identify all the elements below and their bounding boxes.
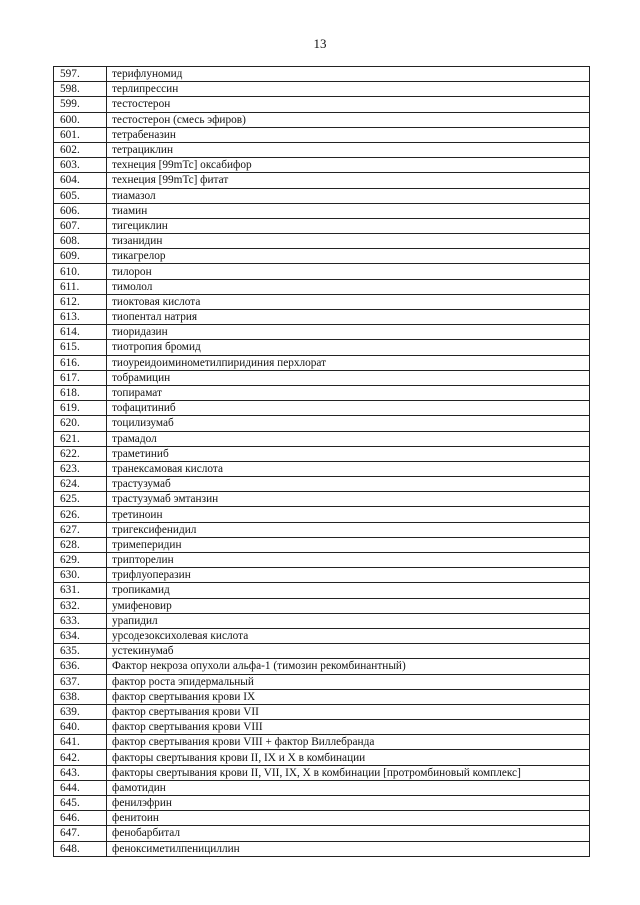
drug-name: факторы свертывания крови II, VII, IX, X в комбинации [протромбиновый комплекс] bbox=[107, 765, 590, 780]
drug-name: фактор свертывания крови IX bbox=[107, 689, 590, 704]
table-row bbox=[54, 537, 590, 552]
drug-name: фактор свертывания крови VIII bbox=[107, 720, 590, 735]
table-row bbox=[54, 249, 590, 264]
drug-name: тизанидин bbox=[107, 234, 590, 249]
drug-name: Фактор некроза опухоли альфа-1 (тимозин рекомбинантный) bbox=[107, 659, 590, 674]
drug-name: тетрабеназин bbox=[107, 127, 590, 142]
table-row bbox=[54, 613, 590, 628]
table-row bbox=[54, 401, 590, 416]
row-number: 635. bbox=[54, 644, 107, 659]
row-number: 607. bbox=[54, 218, 107, 233]
row-number: 633. bbox=[54, 613, 107, 628]
drug-name: терлипрессин bbox=[107, 82, 590, 97]
row-number: 604. bbox=[54, 173, 107, 188]
table-row bbox=[54, 431, 590, 446]
row-number: 611. bbox=[54, 279, 107, 294]
table-row bbox=[54, 735, 590, 750]
row-number: 622. bbox=[54, 446, 107, 461]
table-row bbox=[54, 203, 590, 218]
table-row bbox=[54, 796, 590, 811]
table-row bbox=[54, 325, 590, 340]
table-row bbox=[54, 507, 590, 522]
drug-name: тимолол bbox=[107, 279, 590, 294]
drug-name: устекинумаб bbox=[107, 644, 590, 659]
row-number: 616. bbox=[54, 355, 107, 370]
table-row bbox=[54, 310, 590, 325]
row-number: 630. bbox=[54, 568, 107, 583]
row-number: 641. bbox=[54, 735, 107, 750]
drug-name: факторы свертывания крови II, IX и X в комбинации bbox=[107, 750, 590, 765]
drug-name: топирамат bbox=[107, 385, 590, 400]
drug-name: фактор свертывания крови VIII + фактор Виллебранда bbox=[107, 735, 590, 750]
row-number: 632. bbox=[54, 598, 107, 613]
drug-name: фенитоин bbox=[107, 811, 590, 826]
row-number: 644. bbox=[54, 780, 107, 795]
drug-name: трастузумаб эмтанзин bbox=[107, 492, 590, 507]
drug-name: тропикамид bbox=[107, 583, 590, 598]
table-row bbox=[54, 142, 590, 157]
table-row bbox=[54, 158, 590, 173]
table-row bbox=[54, 294, 590, 309]
drug-name: тоцилизумаб bbox=[107, 416, 590, 431]
table-row bbox=[54, 568, 590, 583]
row-number: 617. bbox=[54, 370, 107, 385]
drug-name: тригексифенидил bbox=[107, 522, 590, 537]
row-number: 602. bbox=[54, 142, 107, 157]
table-row bbox=[54, 461, 590, 476]
table-row bbox=[54, 704, 590, 719]
row-number: 646. bbox=[54, 811, 107, 826]
row-number: 612. bbox=[54, 294, 107, 309]
drug-name: тиопентал натрия bbox=[107, 310, 590, 325]
table-row bbox=[54, 841, 590, 856]
table-row bbox=[54, 689, 590, 704]
drug-name: фактор свертывания крови VII bbox=[107, 704, 590, 719]
drug-name: тикагрелор bbox=[107, 249, 590, 264]
table-row bbox=[54, 720, 590, 735]
row-number: 606. bbox=[54, 203, 107, 218]
table-row bbox=[54, 416, 590, 431]
row-number: 624. bbox=[54, 477, 107, 492]
drug-name: тобрамицин bbox=[107, 370, 590, 385]
row-number: 643. bbox=[54, 765, 107, 780]
row-number: 620. bbox=[54, 416, 107, 431]
row-number: 605. bbox=[54, 188, 107, 203]
drug-name: тетрациклин bbox=[107, 142, 590, 157]
row-number: 634. bbox=[54, 628, 107, 643]
row-number: 598. bbox=[54, 82, 107, 97]
table-row bbox=[54, 826, 590, 841]
drug-name: тестостерон bbox=[107, 97, 590, 112]
table-row bbox=[54, 355, 590, 370]
drug-name: трамадол bbox=[107, 431, 590, 446]
drug-name: транексамовая кислота bbox=[107, 461, 590, 476]
table-row bbox=[54, 628, 590, 643]
table-row bbox=[54, 583, 590, 598]
drug-name: тиамин bbox=[107, 203, 590, 218]
table-row bbox=[54, 750, 590, 765]
drug-name: тигециклин bbox=[107, 218, 590, 233]
row-number: 614. bbox=[54, 325, 107, 340]
row-number: 647. bbox=[54, 826, 107, 841]
drug-name: терифлуномид bbox=[107, 67, 590, 82]
table-row bbox=[54, 674, 590, 689]
drug-name: фактор роста эпидермальный bbox=[107, 674, 590, 689]
table-row bbox=[54, 218, 590, 233]
drug-name: технеция [99mTc] фитат bbox=[107, 173, 590, 188]
table-row bbox=[54, 598, 590, 613]
table-row bbox=[54, 780, 590, 795]
row-number: 615. bbox=[54, 340, 107, 355]
drug-name: фамотидин bbox=[107, 780, 590, 795]
drug-table-body bbox=[54, 67, 590, 857]
row-number: 638. bbox=[54, 689, 107, 704]
drug-name: тиоктовая кислота bbox=[107, 294, 590, 309]
row-number: 628. bbox=[54, 537, 107, 552]
table-row bbox=[54, 446, 590, 461]
row-number: 642. bbox=[54, 750, 107, 765]
table-row bbox=[54, 659, 590, 674]
row-number: 645. bbox=[54, 796, 107, 811]
row-number: 608. bbox=[54, 234, 107, 249]
drug-name: фенилэфрин bbox=[107, 796, 590, 811]
drug-name: траметиниб bbox=[107, 446, 590, 461]
row-number: 610. bbox=[54, 264, 107, 279]
drug-name: трипторелин bbox=[107, 553, 590, 568]
row-number: 618. bbox=[54, 385, 107, 400]
drug-name: тиамазол bbox=[107, 188, 590, 203]
drug-name: третиноин bbox=[107, 507, 590, 522]
table-row bbox=[54, 234, 590, 249]
drug-name: урсодезоксихолевая кислота bbox=[107, 628, 590, 643]
table-row bbox=[54, 553, 590, 568]
drug-name: тиоридазин bbox=[107, 325, 590, 340]
drug-name: умифеновир bbox=[107, 598, 590, 613]
table-row bbox=[54, 264, 590, 279]
row-number: 648. bbox=[54, 841, 107, 856]
table-row bbox=[54, 370, 590, 385]
row-number: 623. bbox=[54, 461, 107, 476]
drug-name: тиотропия бромид bbox=[107, 340, 590, 355]
row-number: 621. bbox=[54, 431, 107, 446]
row-number: 629. bbox=[54, 553, 107, 568]
row-number: 599. bbox=[54, 97, 107, 112]
row-number: 640. bbox=[54, 720, 107, 735]
table-row bbox=[54, 127, 590, 142]
drug-name: фенобарбитал bbox=[107, 826, 590, 841]
page-number: 13 bbox=[313, 36, 327, 51]
table-row bbox=[54, 385, 590, 400]
table-row bbox=[54, 82, 590, 97]
row-number: 637. bbox=[54, 674, 107, 689]
table-row bbox=[54, 522, 590, 537]
table-row bbox=[54, 188, 590, 203]
row-number: 631. bbox=[54, 583, 107, 598]
drug-name: феноксиметилпенициллин bbox=[107, 841, 590, 856]
table-row bbox=[54, 811, 590, 826]
table-row bbox=[54, 67, 590, 82]
drug-table bbox=[53, 66, 590, 857]
table-row bbox=[54, 173, 590, 188]
row-number: 639. bbox=[54, 704, 107, 719]
drug-name: трифлуоперазин bbox=[107, 568, 590, 583]
drug-name: урапидил bbox=[107, 613, 590, 628]
drug-name: тестостерон (смесь эфиров) bbox=[107, 112, 590, 127]
table-row bbox=[54, 492, 590, 507]
row-number: 619. bbox=[54, 401, 107, 416]
row-number: 627. bbox=[54, 522, 107, 537]
row-number: 613. bbox=[54, 310, 107, 325]
table-row bbox=[54, 97, 590, 112]
row-number: 609. bbox=[54, 249, 107, 264]
row-number: 636. bbox=[54, 659, 107, 674]
row-number: 603. bbox=[54, 158, 107, 173]
table-row bbox=[54, 340, 590, 355]
drug-name: трастузумаб bbox=[107, 477, 590, 492]
table-row bbox=[54, 279, 590, 294]
drug-name: тиоуреидоиминометилпиридиния перхлорат bbox=[107, 355, 590, 370]
table-row bbox=[54, 765, 590, 780]
row-number: 625. bbox=[54, 492, 107, 507]
drug-name: тримеперидин bbox=[107, 537, 590, 552]
drug-name: тофацитиниб bbox=[107, 401, 590, 416]
table-row bbox=[54, 477, 590, 492]
drug-name: тилорон bbox=[107, 264, 590, 279]
row-number: 626. bbox=[54, 507, 107, 522]
drug-name: технеция [99mTc] оксабифор bbox=[107, 158, 590, 173]
row-number: 601. bbox=[54, 127, 107, 142]
row-number: 597. bbox=[54, 67, 107, 82]
table-row bbox=[54, 644, 590, 659]
row-number: 600. bbox=[54, 112, 107, 127]
table-row bbox=[54, 112, 590, 127]
